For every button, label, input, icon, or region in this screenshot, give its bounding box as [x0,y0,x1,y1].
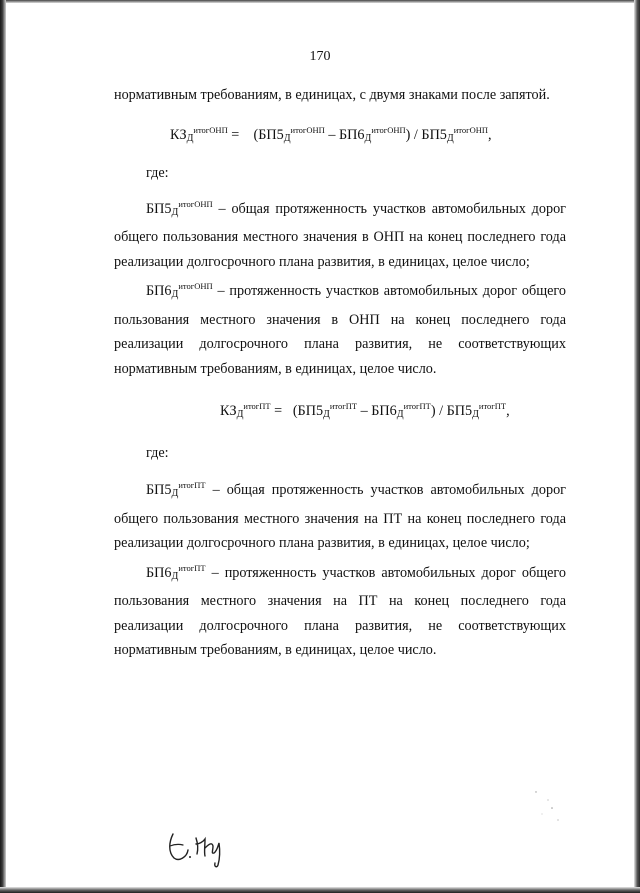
definition-bp5-pt-text: – общая протяженность участков автомобильных дорог общего пользования местного значения на ПТ на конец последнего года реализации долгосрочного плана развития, в единицах, целое число; [114,482,566,551]
formula-onp-tail: , [488,126,492,143]
formula-pt-term1-sub: Д [323,409,330,420]
definition-bp5-onp-text: – общая протяженность участков автомобильных дорог общего пользования местного значения в ОНП на конец последнего года реализации долгосрочного плана развития, в единицах, целое число; [114,200,566,270]
formula-pt-term1-sup: итогПТ [329,401,358,411]
formula-pt-eq: = [270,403,286,419]
definition-bp5-pt-sup: итогПТ [178,480,206,490]
definition-bp6-onp [114,274,566,381]
formula-pt-term3-sup: итогПТ [478,401,507,411]
formula-pt-lhs-sub: Д [236,409,244,420]
formula-onp-lhs: КЗ [170,126,187,143]
definition-bp5-onp-term: БП5 [146,200,172,217]
definition-bp5-onp-sup: итогОНП [178,198,213,209]
formula-onp-lhs-sub: Д [186,132,194,144]
definition-bp5-pt-term: БП5 [146,482,172,498]
definition-bp6-onp-sub: Д [171,289,179,300]
formula-onp-term3-sup: итогОНП [453,124,489,135]
scan-border-bottom [0,887,640,893]
definition-bp6-pt [114,556,566,663]
scan-border-top [0,0,640,3]
formula-onp-term1-sup: итогОНП [290,124,325,135]
formula-pt-term3: ) / БП5 [430,403,473,419]
scan-border-right [634,0,640,893]
formula-pt-lhs: КЗ [220,403,237,419]
continuation-line: нормативным требованиям, в единицах, с двумя знаками после запятой. [114,87,550,103]
definition-bp6-pt-text: – протяженность участков автомобильных дорог общего пользования местного значения на ПТ на конец последнего года реализации долгосрочного плана развития, не соответствующих нормативным требованиям, в единицах, целое число. [114,564,566,658]
definition-bp6-pt-sub: Д [171,570,179,582]
formula-onp-term3-sub: Д [446,132,454,144]
scan-specks [530,780,570,830]
definition-bp6-pt-term: БП6 [146,564,172,581]
formula-onp-term1-sub: Д [283,132,291,144]
formula-onp-term1: (БП5 [253,126,284,143]
page-number: 170 [309,49,331,64]
formula-onp-term2-sub: Д [364,132,372,144]
formula-pt [114,394,566,428]
formula-onp-eq: = [227,126,243,143]
formula-pt-term1: (БП5 [292,403,324,419]
formula-onp-lhs-sup: итогОНП [193,124,228,135]
handwritten-signature [165,820,245,870]
formula-pt-tail: , [506,403,510,419]
formula-onp-term2-sup: итогОНП [371,124,406,135]
definition-bp5-onp-sub: Д [171,206,179,218]
formula-pt-term3-sub: Д [472,409,479,420]
where-label-pt: где: [146,444,169,461]
formula-pt-lhs-sup: итогПТ [243,401,271,411]
scan-border-left [0,0,6,893]
definition-bp5-pt-sub: Д [171,488,179,499]
definition-bp6-pt-sup: итогПТ [178,562,206,573]
formula-pt-term2: – БП6 [357,403,397,419]
formula-onp [114,118,566,152]
formula-onp-term3: ) / БП5 [405,126,447,143]
where-label-onp: где: [146,165,169,181]
formula-pt-term2-sub: Д [396,409,404,420]
formula-onp-term2: – БП6 [324,126,365,143]
document-body [114,83,566,663]
definition-bp5-pt [114,473,566,556]
definition-bp6-onp-text: – протяженность участков автомобильных дорог общего пользования местного значения в ОНП на конец последнего года реализации долгосрочного плана развития, не соответствующих нормативным требованиям, в единицах, целое число. [114,283,566,377]
formula-pt-term2-sup: итогПТ [403,401,431,411]
definition-bp6-onp-sup: итогОНП [178,281,213,291]
definition-bp6-onp-term: БП6 [146,283,172,299]
definition-bp5-onp [114,192,566,275]
